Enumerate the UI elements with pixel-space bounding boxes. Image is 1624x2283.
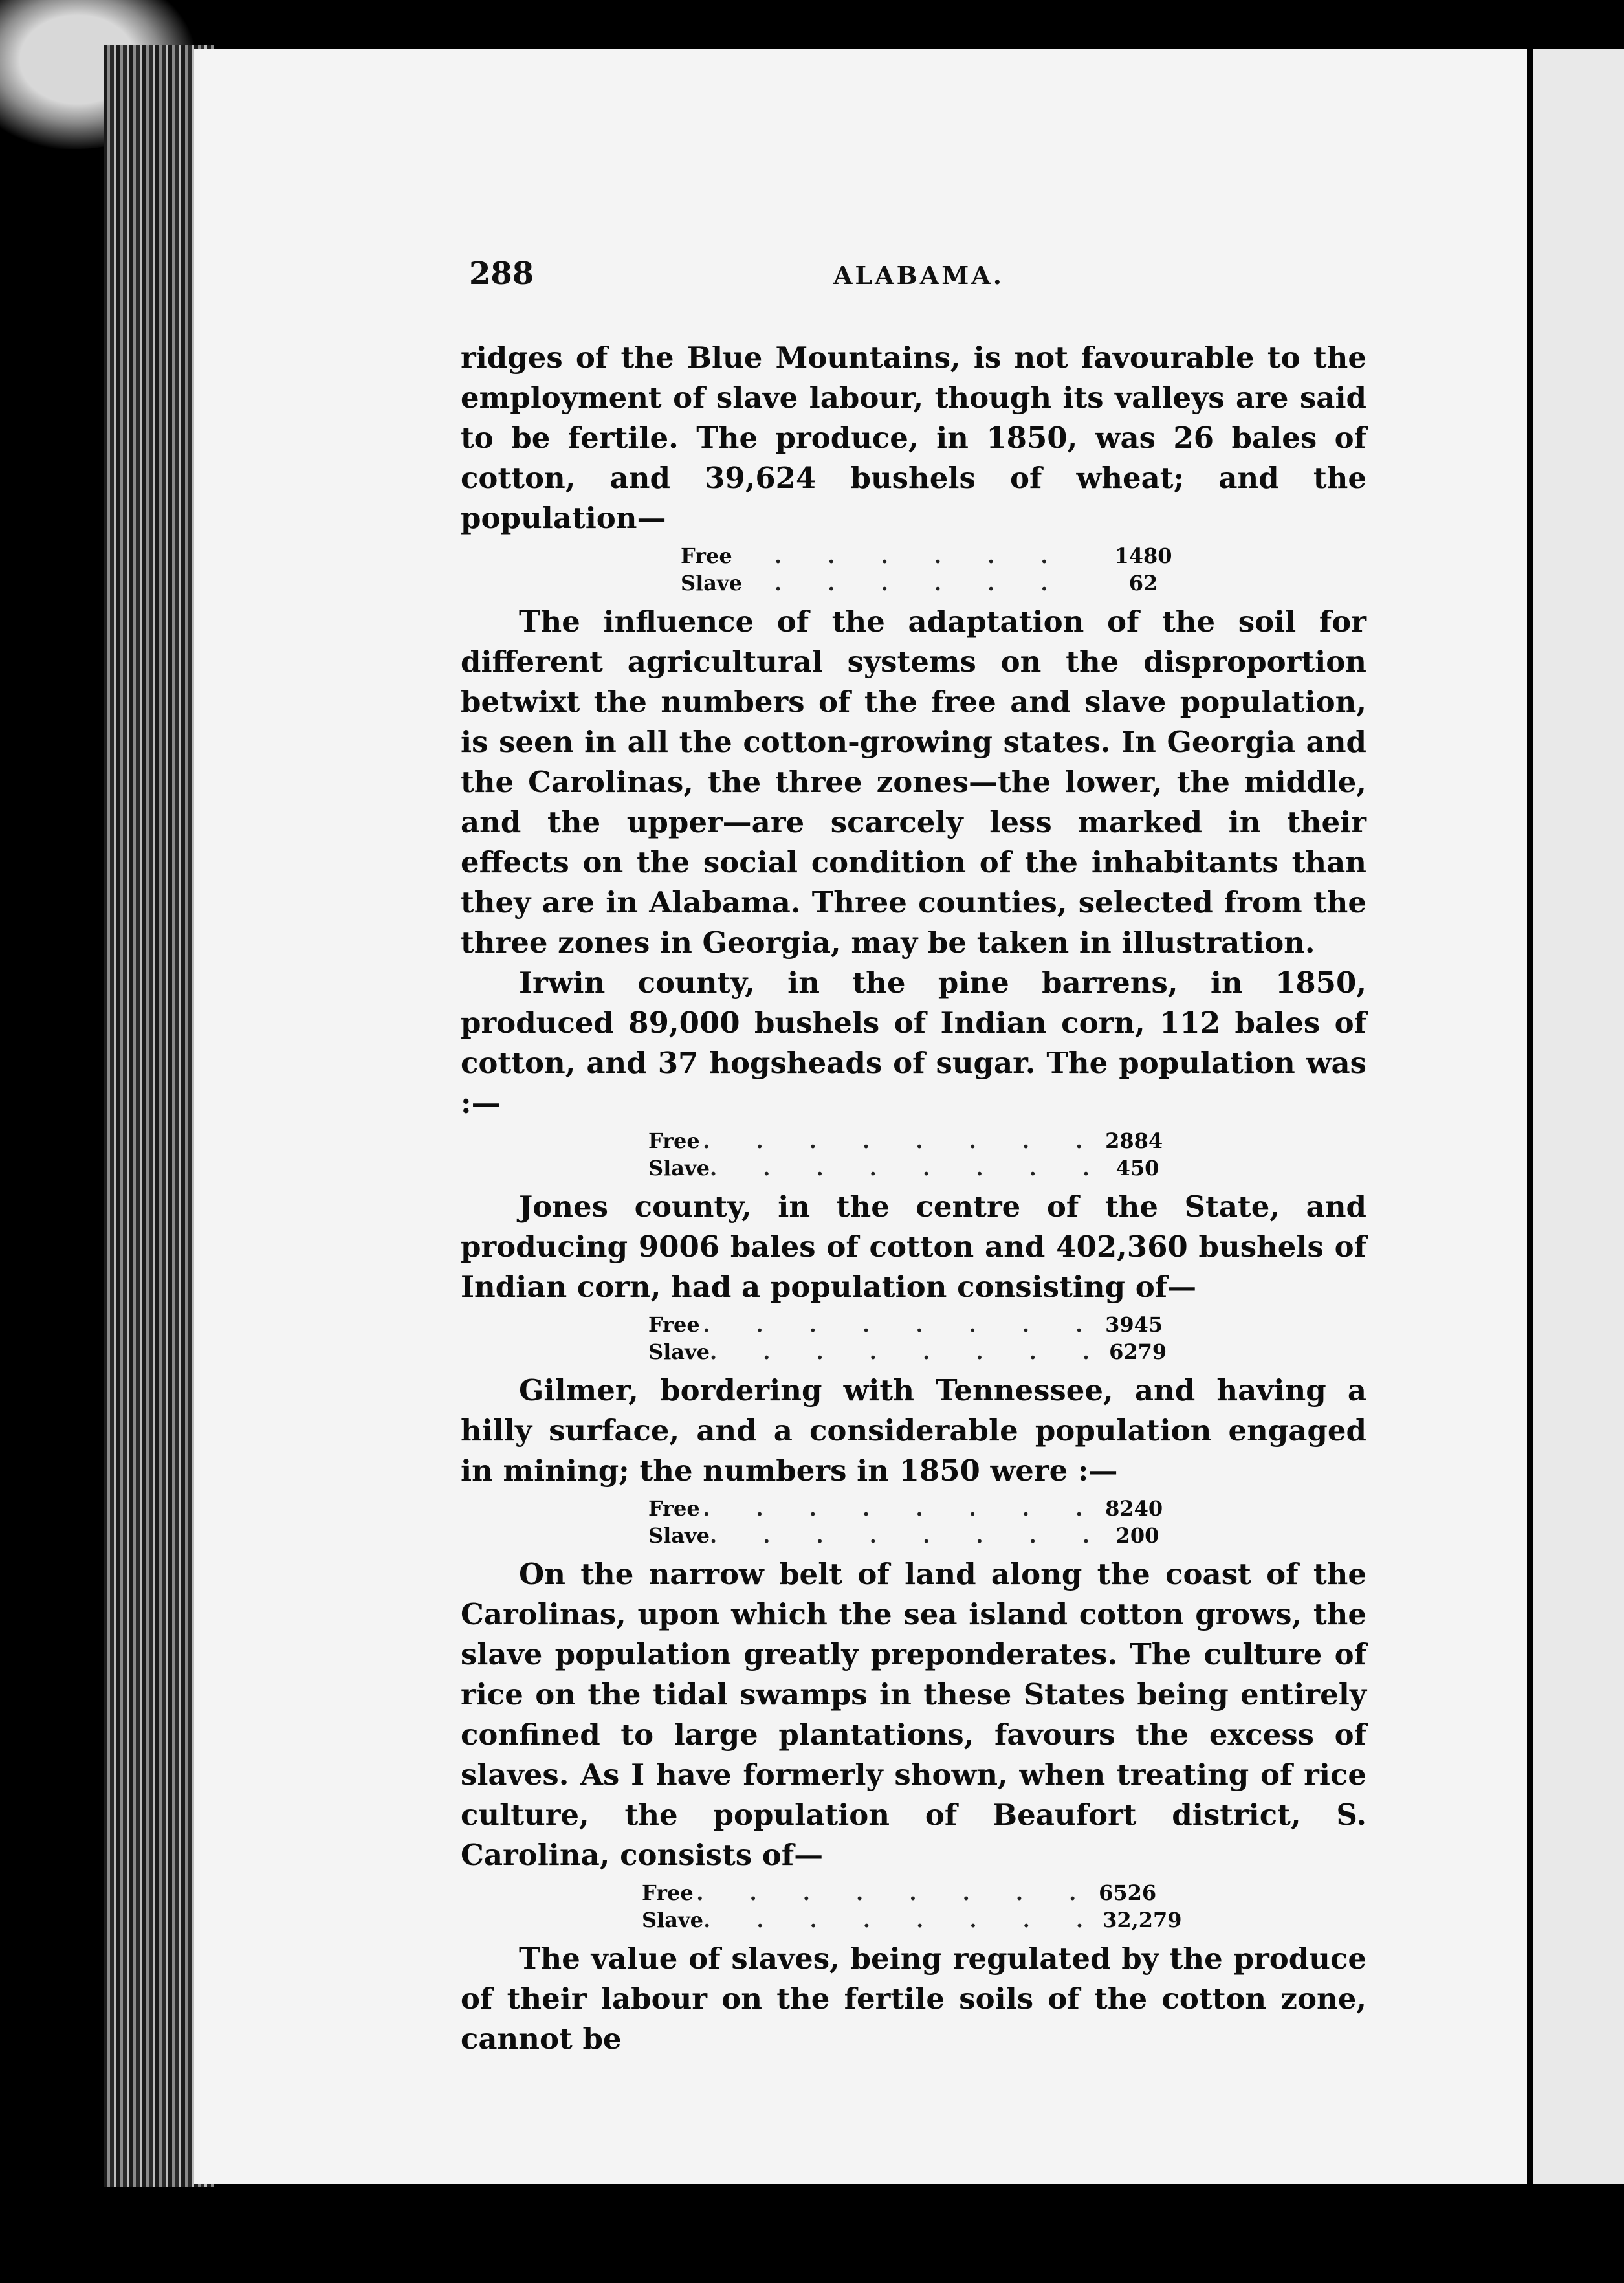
paragraph: ridges of the Blue Mountains, is not favourable to the employment of slave labour, though its valleys are said to be fertile. The produce, in 1850, was 26 bales of cotton, and 39,624 bushels of wheat; and the population— bbox=[461, 340, 1366, 535]
table-row bbox=[681, 542, 1198, 569]
table-row bbox=[642, 1879, 1159, 1906]
paragraph: Irwin county, in the pine barrens, in 1850, produced 89,000 bushels of Indian corn, 112 bales of cotton, and 37 hogsheads of sugar. The population was :— bbox=[461, 965, 1366, 1120]
row-label: Slave bbox=[648, 1523, 710, 1548]
row-value: 6526 bbox=[1099, 1880, 1157, 1905]
leader-dots: . . . . . . bbox=[774, 544, 1068, 568]
table-row bbox=[648, 1311, 1166, 1338]
leader-dots: . . . . . . . . bbox=[703, 1496, 1103, 1521]
running-title: ALABAMA. bbox=[833, 261, 1005, 290]
leader-dots: . . . . . . . . bbox=[709, 1156, 1110, 1180]
row-label: Slave bbox=[642, 1908, 703, 1932]
table-row bbox=[681, 569, 1198, 597]
table-row bbox=[648, 1338, 1166, 1365]
leader-dots: . . . . . . . . bbox=[709, 1523, 1110, 1548]
leader-dots: . . . . . . . . bbox=[696, 1880, 1096, 1905]
running-head bbox=[469, 256, 1368, 307]
row-value: 2884 bbox=[1105, 1129, 1163, 1153]
leader-dots: . . . . . . bbox=[774, 571, 1068, 595]
row-value: 200 bbox=[1115, 1523, 1159, 1548]
row-label: Free bbox=[642, 1880, 694, 1905]
paragraph: On the narrow belt of land along the coast of the Carolinas, upon which the sea island cotton grows, the slave population greatly preponderates. The culture of rice on the tidal swamps in these States being entirely confined to large plantations, favours the excess of slaves. As I have formerly shown, when treating of rice culture, the population of Beaufort district, S. Carolina, consists of— bbox=[461, 1557, 1366, 1872]
leader-dots: . . . . . . . . bbox=[703, 1312, 1103, 1337]
row-value: 450 bbox=[1115, 1156, 1159, 1180]
table-row bbox=[648, 1495, 1166, 1522]
leader-dots: . . . . . . . . bbox=[703, 1129, 1103, 1153]
facing-page-edge bbox=[1533, 49, 1624, 2184]
table-row bbox=[648, 1522, 1166, 1549]
paragraph: Jones county, in the centre of the State, and producing 9006 bales of cotton and 402,360 bushels of Indian corn, had a population consisting of— bbox=[461, 1189, 1366, 1304]
row-value: 32,279 bbox=[1103, 1908, 1182, 1932]
population-table bbox=[648, 1495, 1166, 1549]
row-value: 62 bbox=[1128, 571, 1158, 595]
leader-dots: . . . . . . . . bbox=[703, 1908, 1103, 1932]
leader-dots: . . . . . . . . bbox=[709, 1340, 1110, 1364]
page-number: 288 bbox=[469, 256, 534, 292]
row-label: Slave bbox=[648, 1156, 710, 1180]
paragraph: Gilmer, bordering with Tennessee, and having a hilly surface, and a considerable population engaged in mining; the numbers in 1850 were :— bbox=[461, 1373, 1366, 1488]
row-label: Free bbox=[648, 1312, 700, 1337]
paragraph: The influence of the adaptation of the soil for different agricultural systems on the disproportion betwixt the numbers of the free and slave population, is seen in all the cotton-growing states. In Georgia and the Carolinas, the three zones—the lower, the middle, and the upper—are scarcely less marked in their effects on the social condition of the inhabitants than they are in Alabama. Three counties, selected from the three zones in Georgia, may be taken in illustration. bbox=[461, 604, 1366, 960]
paragraph: The value of slaves, being regulated by the produce of their labour on the fertile soils of the cotton zone, cannot be bbox=[461, 1941, 1366, 2056]
population-table bbox=[642, 1879, 1182, 1934]
row-label: Slave bbox=[648, 1340, 710, 1364]
row-value: 1480 bbox=[1114, 544, 1172, 568]
population-table bbox=[648, 1127, 1166, 1182]
body-text bbox=[461, 338, 1366, 2059]
row-value: 8240 bbox=[1105, 1496, 1163, 1521]
row-label: Free bbox=[648, 1496, 700, 1521]
population-table bbox=[648, 1311, 1166, 1365]
population-table bbox=[681, 542, 1198, 597]
row-label: Free bbox=[648, 1129, 700, 1153]
row-value: 3945 bbox=[1105, 1312, 1163, 1337]
table-row bbox=[642, 1906, 1182, 1934]
row-label: Slave bbox=[681, 571, 742, 595]
table-row bbox=[648, 1154, 1166, 1182]
table-row bbox=[648, 1127, 1166, 1154]
row-value: 6279 bbox=[1109, 1340, 1167, 1364]
row-label: Free bbox=[681, 544, 732, 568]
